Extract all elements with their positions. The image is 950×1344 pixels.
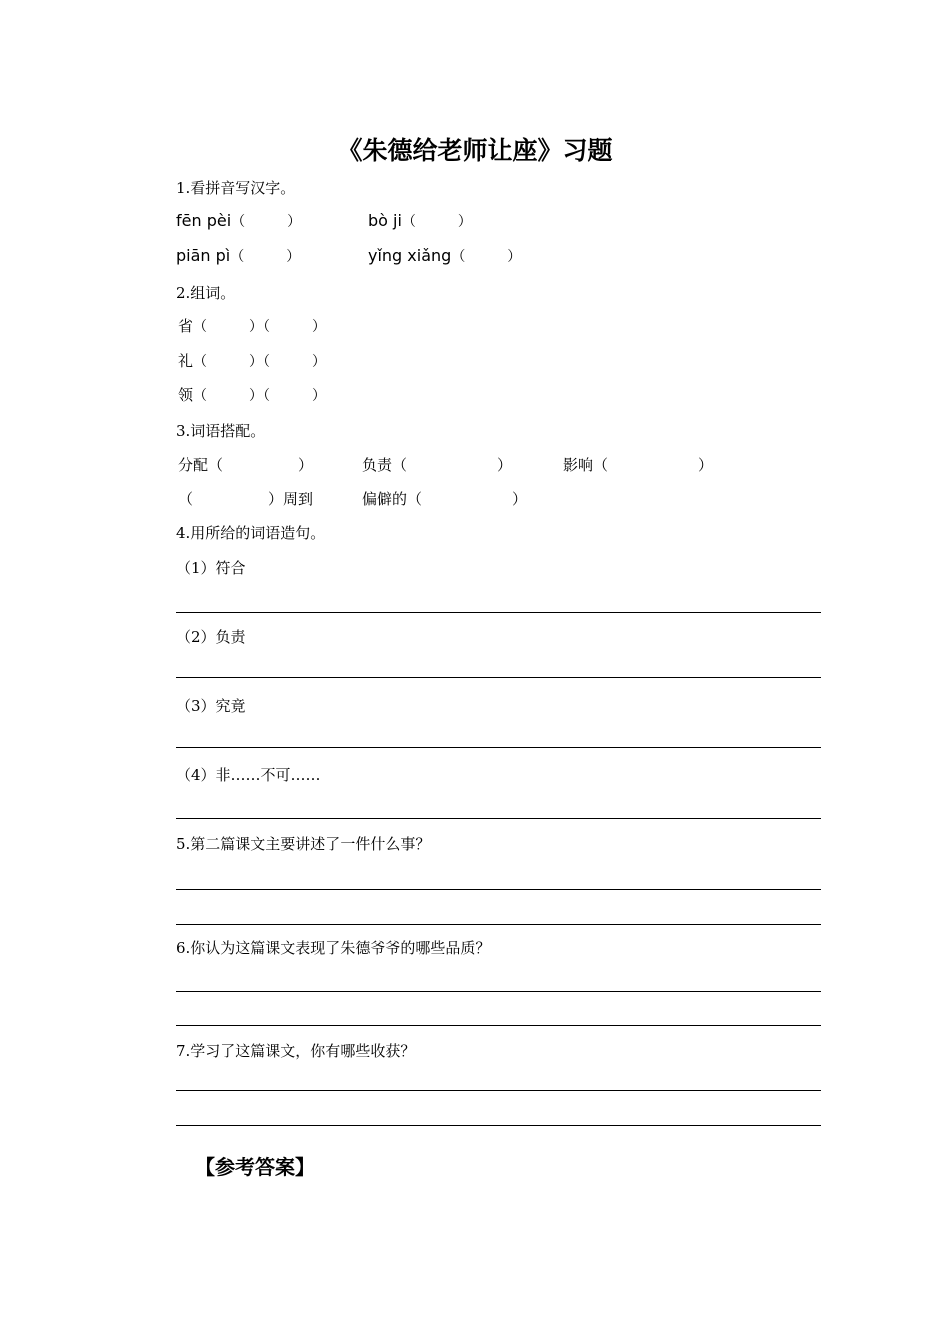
- answer-blank: （ ）: [193, 388, 264, 404]
- question-5-label: 5.第二篇课文主要讲述了一件什么事？: [176, 835, 431, 853]
- question-4-label: 4.用所给的词语造句。: [176, 524, 326, 542]
- answer-blank: （ ）: [401, 214, 472, 230]
- word-char: 省: [178, 317, 194, 335]
- word-group-row: [178, 351, 326, 372]
- answer-blank: （ ）: [451, 249, 522, 265]
- sentence-prompt: （2）负责: [176, 628, 246, 646]
- answer-heading: 【参考答案】: [195, 1155, 315, 1179]
- answer-line: [176, 818, 821, 819]
- question-3-label: 3.词语搭配。: [176, 422, 266, 440]
- answer-blank: （ ）: [263, 319, 327, 335]
- pinyin-item: [176, 246, 300, 267]
- answer-blank: （ ）: [231, 214, 302, 230]
- answer-blank: （ ）: [193, 354, 264, 370]
- answer-line: [176, 924, 821, 925]
- match-item: 偏僻的（ ）: [362, 490, 528, 508]
- pinyin-text: bò ji: [368, 211, 402, 230]
- match-item: 影响（ ）: [563, 456, 714, 474]
- page-title: 《朱德给老师让座》习题: [337, 136, 613, 165]
- match-item: 分配（ ）: [178, 456, 314, 474]
- sentence-prompt: （1）符合: [176, 559, 246, 577]
- answer-line: [176, 677, 821, 678]
- match-item: 负责（ ）: [362, 456, 513, 474]
- answer-line: [176, 1025, 821, 1026]
- pinyin-item: [176, 211, 301, 232]
- question-7-label: 7.学习了这篇课文，你有哪些收获？: [176, 1042, 416, 1060]
- word-group-row: [178, 316, 326, 337]
- word-char: 礼: [178, 352, 194, 370]
- word-char: 领: [178, 386, 194, 404]
- answer-line: [176, 1090, 821, 1091]
- answer-blank: （ ）: [193, 319, 264, 335]
- answer-line: [176, 991, 821, 992]
- answer-blank: （ ）: [263, 388, 327, 404]
- question-2-label: 2.组词。: [176, 284, 236, 302]
- pinyin-item: [368, 211, 472, 232]
- answer-blank: （ ）: [263, 354, 327, 370]
- pinyin-text: fēn pèi: [176, 211, 232, 230]
- pinyin-item: [368, 246, 521, 267]
- sentence-prompt: （3）究竟: [176, 697, 246, 715]
- answer-line: [176, 747, 821, 748]
- match-item: （ ）周到: [178, 490, 314, 508]
- question-1-label: 1.看拼音写汉字。: [176, 179, 296, 197]
- word-group-row: [178, 385, 326, 406]
- answer-blank: （ ）: [230, 249, 301, 265]
- pinyin-text: piān pì: [176, 246, 231, 265]
- answer-line: [176, 612, 821, 613]
- pinyin-text: yǐng xiǎng: [368, 246, 452, 265]
- question-6-label: 6.你认为这篇课文表现了朱德爷爷的哪些品质？: [176, 939, 491, 957]
- answer-line: [176, 1125, 821, 1126]
- answer-line: [176, 889, 821, 890]
- sentence-prompt: （4）非……不可……: [176, 766, 321, 784]
